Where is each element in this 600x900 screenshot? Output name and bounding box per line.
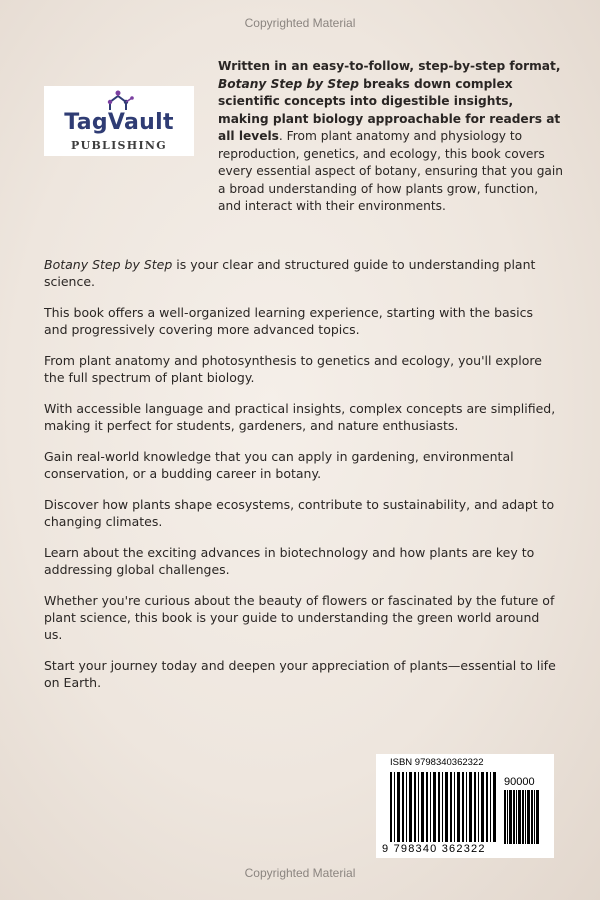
barcode-bar <box>507 790 508 844</box>
barcode-bar <box>450 772 452 842</box>
paragraph-3: From plant anatomy and photosynthesis to genetics and ecology, you'll explore the full spectrum of plant biology. <box>44 353 542 385</box>
copyright-watermark-bottom: Copyrighted Material <box>244 866 356 880</box>
barcode-bar <box>513 790 515 844</box>
barcode-bar <box>516 790 517 844</box>
paragraph-2: This book offers a well-organized learning experience, starting with the basics and progressively covering more advanced topics. <box>44 305 534 337</box>
barcode-bar <box>457 772 460 842</box>
intro-book-title: Botany Step by Step <box>218 76 359 91</box>
barcode-bar <box>406 772 407 842</box>
paragraph-1-text: is your clear and structured guide to understanding plant science. <box>44 257 536 289</box>
barcode-bar <box>433 772 436 842</box>
copyright-watermark-top: Copyrighted Material <box>244 16 356 30</box>
paragraph-4: With accessible language and practical insights, complex concepts are simplified, making it perfect for students, gardeners, and nature enthusiasts. <box>44 401 556 433</box>
barcode-bar <box>478 772 479 842</box>
paragraph-7: Learn about the exciting advances in biotechnology and how plants are key to addressing global challenges. <box>44 545 535 577</box>
barcode-bar <box>442 772 443 842</box>
intro-bold-2: breaks down complex scientific concepts into digestible insights, making plant biology approachable for readers at all levels <box>218 76 561 143</box>
barcode-bar <box>531 790 533 844</box>
paragraph-6: Discover how plants shape ecosystems, contribute to sustainability, and adapt to changing climates. <box>44 497 555 529</box>
barcode-bar <box>525 790 526 844</box>
barcode-bar <box>509 790 512 844</box>
barcode-bar <box>469 772 472 842</box>
paragraph-5: Gain real-world knowledge that you can apply in gardening, environmental conservation, or a budding career in botany. <box>44 449 514 481</box>
barcode-bar <box>527 790 530 844</box>
addon-barcode <box>504 790 542 846</box>
barcode-bar <box>462 772 464 842</box>
description-body <box>44 256 560 705</box>
barcode-bar <box>474 772 476 842</box>
publisher-tagline: PUBLISHING <box>71 139 167 152</box>
barcode-bar <box>481 772 484 842</box>
barcode-bar <box>421 772 424 842</box>
barcode-bar <box>409 772 412 842</box>
publisher-logo <box>44 86 194 156</box>
price-code: 90000 <box>504 776 535 788</box>
publisher-name: TagVault <box>64 110 174 135</box>
barcode-bar <box>522 790 524 844</box>
barcode-bar <box>486 772 488 842</box>
barcode-bar <box>390 772 392 842</box>
barcode-bar <box>394 772 395 842</box>
barcode-bar <box>418 772 419 842</box>
barcode-bar <box>438 772 440 842</box>
barcode-bar <box>490 772 491 842</box>
book-title: Botany Step by Step <box>44 257 173 272</box>
barcode-bar <box>426 772 428 842</box>
barcode-bar <box>518 790 521 844</box>
barcode-bar <box>402 772 404 842</box>
barcode-bar <box>536 790 539 844</box>
barcode-bar <box>534 790 535 844</box>
paragraph-9: Start your journey today and deepen your appreciation of plants—essential to life on Earth. <box>44 658 556 690</box>
barcode-digits: 9 798340 362322 <box>382 843 486 855</box>
barcode-bar <box>445 772 448 842</box>
barcode-box <box>376 754 554 858</box>
barcode-bar <box>466 772 467 842</box>
barcode-bar <box>397 772 400 842</box>
paragraph-8: Whether you're curious about the beauty of flowers or fascinated by the future of plant science, this book is your guide to understanding the green world around us. <box>44 593 555 642</box>
barcode-bar <box>504 790 506 844</box>
barcode-bar <box>454 772 455 842</box>
intro-rest: . From plant anatomy and physiology to reproduction, genetics, and ecology, this book covers every essential aspect of botany, ensuring that you gain a broad understanding of how plants grow, function, and interact with their environments. <box>218 129 564 213</box>
barcode-bar <box>414 772 416 842</box>
paragraph-1 <box>44 256 560 290</box>
barcode-bar <box>430 772 431 842</box>
barcode-bar <box>493 772 496 842</box>
ean-barcode <box>390 772 498 846</box>
isbn-label: ISBN 9798340362322 <box>390 757 484 768</box>
intro-paragraph <box>218 58 564 216</box>
intro-bold-1: Written in an easy-to-follow, step-by-step format, <box>218 59 561 73</box>
